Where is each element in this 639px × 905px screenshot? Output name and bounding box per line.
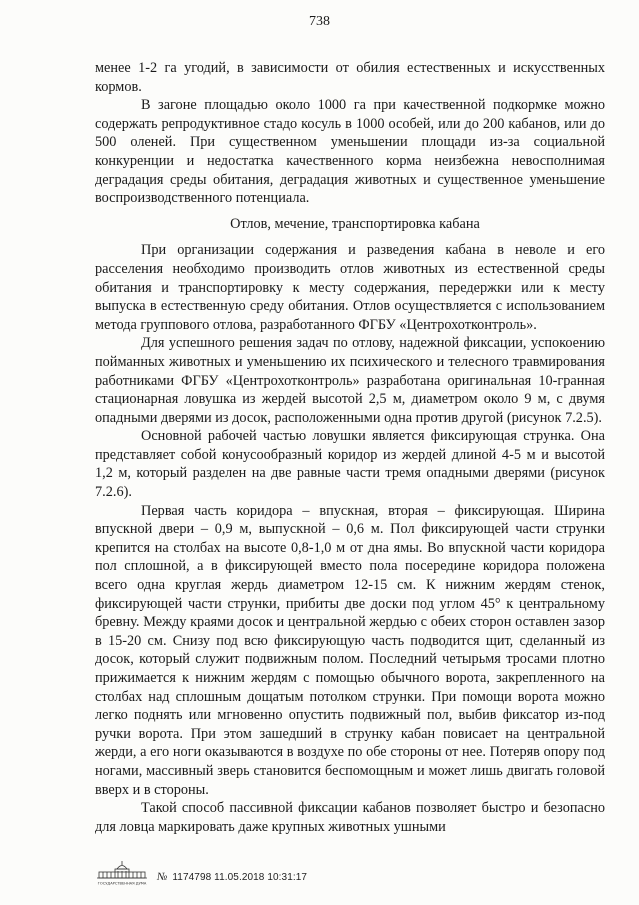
number-sign: № [157, 871, 168, 883]
paragraph-capture-intro: При организации содержания и разведения кабана в неволе и его расселения необходимо производить отлов животных из естественной среды обитания и транспортировку к месту содержания, передержки или к месту выпуска в естественную среду обитания. Отлов осуществляется с использованием метода группового отлова, разработанного ФГБУ «Центрохотконтроль». [95, 242, 605, 333]
parliament-building-logo-icon [95, 859, 149, 887]
paragraph-enclosure-capacity: В загоне площадью около 1000 га при качественной подкормке можно содержать репродуктивное стадо косуль в 1000 особей, или до 200 кабанов, или до 500 оленей. При существенном уменьшении площади из-за социальной конкуренции и недостатка качественного корма неизбежна невосполнимая деградация среды обитания, деградация животных и существенное уменьшение воспроизводственного потенциала. [95, 97, 605, 207]
document-id: 1174798 [172, 872, 212, 883]
section-heading: Отлов, мечение, транспортировка кабана [230, 215, 480, 232]
paragraph-passive-fixation: Такой способ пассивной фиксации кабанов позволяет быстро и безопасно для ловца маркировать даже крупных животных ушными [95, 800, 605, 835]
paragraph-trap-description: Для успешного решения задач по отлову, надежной фиксации, успокоению пойманных животных и уменьшению их психического и телесного травмирования работниками ФГБУ «Центрохотконтроль» разработана оригинальная 10-гранная стационарная ловушка из жердей высотой 2,5 м, диаметром около 9 м, с двумя опадными дверями из досок, расположенными одна против другой (рисунок 7.2.5). [95, 335, 605, 426]
paragraph-continuation: менее 1-2 га угодий, в зависимости от обилия естественных и искусственных кормов. [95, 60, 605, 95]
paragraph-chute-details: Первая часть коридора – впускная, вторая – фиксирующая. Ширина впускной двери – 0,9 м, выпускной – 0,6 м. Пол фиксирующей части струнки крепится на столбах на высоте 0,8-1,0 м от дна ямы. Во впускной части коридора пол сплошной, а в фиксирующей вместо пола посередине коридора положена всего одна круглая жердь диаметром 12-15 см. К нижним жердям стенок, фиксирующей части струнки, прибиты две доски под углом 45° к центральному бревну. Между краями досок и центральной жердью с обеих сторон оставлен зазор в 15-20 см. Снизу под всю фиксирующую часть подводится щит, сделанный из досок, который служит подвижным полом. Последний четырьмя тросами плотно прижимается к нижним жердям с помощью обычного ворота, закрепленного на столбах над сплошным дощатым потолком струнки. При помощи ворота можно легко поднять или мгновенно опустить подвижный пол, выбив фиксатор из-под ручки ворота. При этом зашедший в струнку кабан повисает на центральной жерди, а его ноги оказываются в воздухе по обе стороны от нее. Потеряв опору под ногами, массивный зверь становится беспомощным и может лишь двигать головой вверх и в стороны. [95, 502, 605, 798]
paragraph-fixing-chute: Основной рабочей частью ловушки является фиксирующая струнка. Она представляет собой конусообразный коридор из жердей длиной 4-5 м и высотой 1,2 м, который разделен на две равные части тремя опадными дверями (рисунок 7.2.6). [95, 428, 605, 501]
document-datetime: 11.05.2018 10:31:17 [214, 872, 308, 883]
registration-stamp [157, 871, 307, 887]
document-footer-stamp [95, 857, 307, 887]
document-body [95, 59, 605, 836]
page-number: 738 [309, 14, 330, 29]
logo-caption: ГОСУДАРСТВЕННАЯ ДУМА [97, 881, 147, 886]
